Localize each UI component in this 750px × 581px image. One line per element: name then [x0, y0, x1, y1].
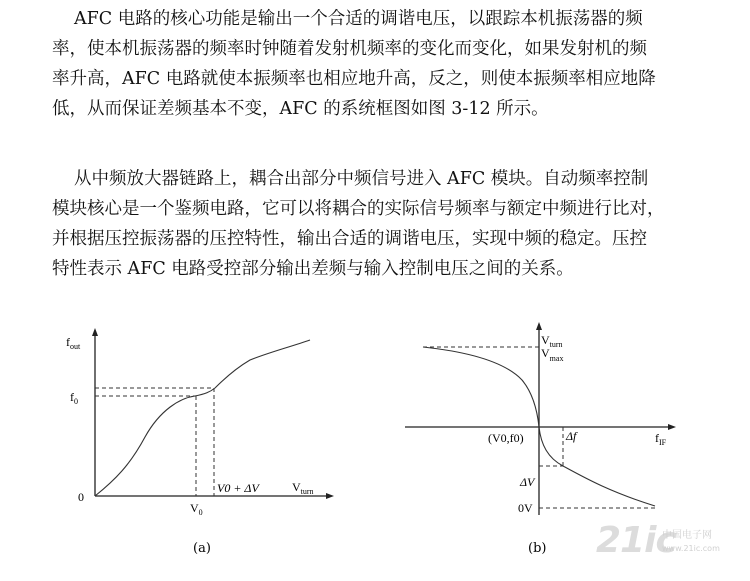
- fig-b-zero-label: 0V: [518, 501, 533, 515]
- fig-b-y-label: $V_{turn}$: [541, 333, 563, 349]
- fig-a-v0-label: $V_0$: [190, 501, 203, 517]
- figure-a: [66, 332, 330, 556]
- fig-b-point-label: (V0,f0): [488, 431, 524, 445]
- fig-a-v0dv-label: V0 + ΔV: [217, 481, 259, 495]
- paragraph-line: 率，使本机振荡器的频率时钟随着发射机频率的变化而变化，如果发射机的频: [52, 39, 647, 59]
- fig-a-caption: (a): [193, 541, 211, 556]
- fig-b-df-label: Δf: [566, 429, 577, 443]
- watermark-text: 21ic: [596, 520, 676, 561]
- fig-b-vmax-label: $V_{max}$: [541, 346, 564, 363]
- fig-b-caption: (b): [528, 541, 547, 556]
- watermark-sub: 中国电子网: [662, 530, 712, 541]
- fig-a-y-label: $f_{out}$: [66, 335, 81, 351]
- paragraph-line: 率升高，AFC 电路就使本振频率也相应地升高，反之，则使本振频率相应地降: [52, 69, 656, 89]
- paragraph-line: 模块核心是一个鉴频电路，它可以将耦合的实际信号频率与额定中频进行比对，: [52, 199, 665, 219]
- fig-b-x-label: $f_{IF}$: [655, 431, 667, 447]
- fig-a-f0-label: $f_0$: [70, 390, 78, 406]
- fig-b-dv-label: ΔV: [520, 475, 535, 489]
- paragraph-line: 并根据压控振荡器的压控特性，输出合适的调谐电压，实现中频的稳定。压控: [52, 229, 647, 249]
- paragraph-line: 从中频放大器链路上，耦合出部分中频信号进入 AFC 模块。自动频率控制: [74, 169, 649, 189]
- fig-a-origin-label: 0: [78, 490, 84, 504]
- watermark-logo: [596, 520, 720, 561]
- paragraph-line: 低，从而保证差频基本不变，AFC 的系统框图如图 3-12 所示。: [52, 99, 549, 119]
- fig-a-curve: [95, 340, 310, 496]
- paragraph-line: AFC 电路的核心功能是输出一个合适的调谐电压，以跟踪本机振荡器的频: [74, 9, 643, 29]
- fig-a-x-label: $V_{turn}$: [292, 480, 314, 496]
- paragraph-line: 特性表示 AFC 电路受控部分输出差频与输入控制电压之间的关系。: [52, 259, 574, 279]
- watermark-url: www.21ic.com: [662, 544, 720, 553]
